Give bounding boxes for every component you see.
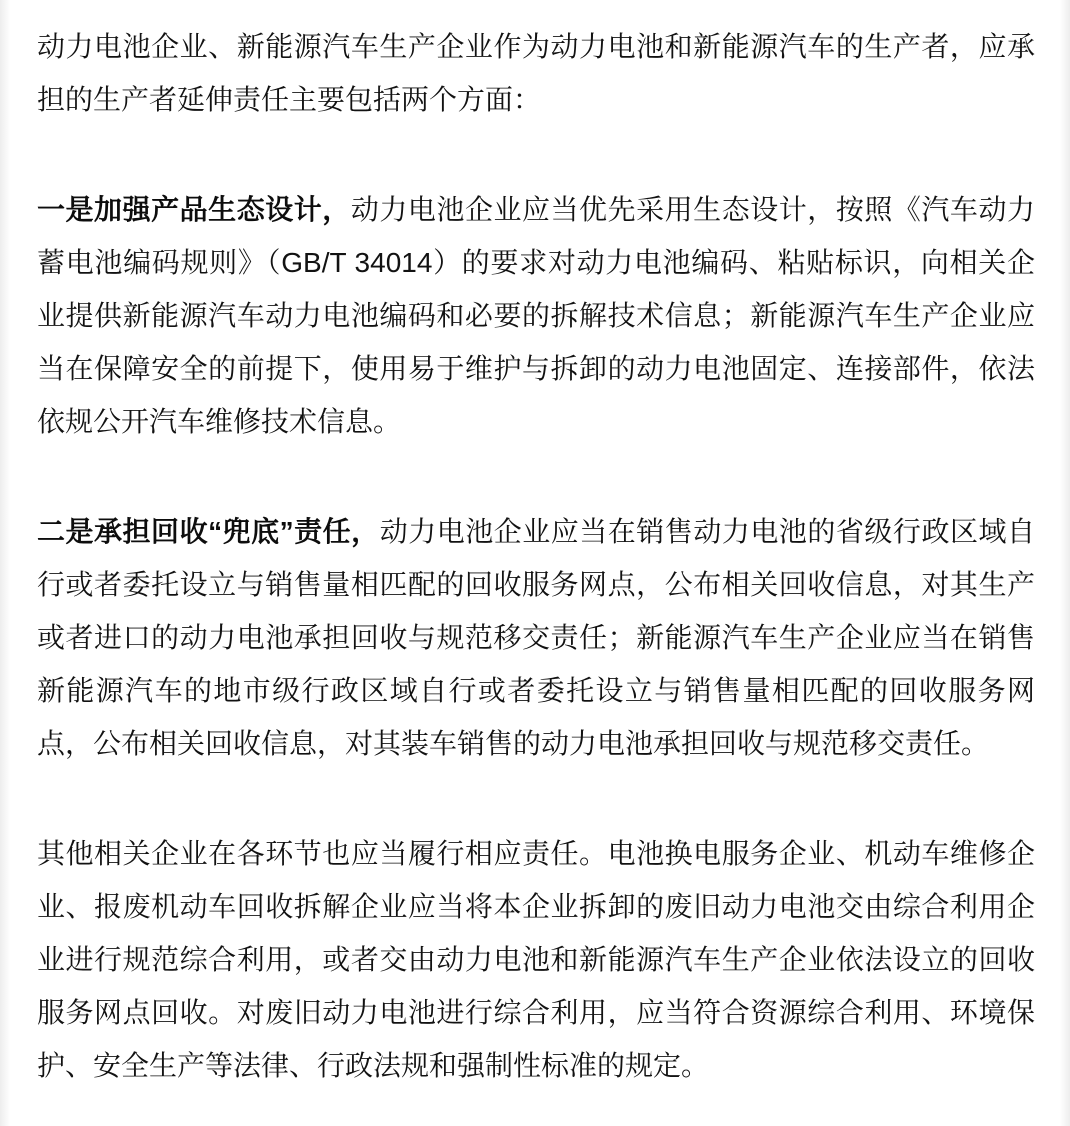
paragraph-point-one-body: 动力电池企业应当优先采用生态设计，按照《汽车动力蓄电池编码规则》（GB/T 34014）的要求对动力电池编码、粘贴标识，向相关企业提供新能源汽车动力电池编码和必要的拆解技术信息；新能源汽车生产企业应当在保障安全的前提下，使用易于维护与拆卸的动力电池固定、连接部件，依法依规公开汽车维修技术信息。 xyxy=(37,194,1035,437)
paragraph-point-one xyxy=(37,183,1035,448)
paragraph-point-two-body: 动力电池企业应当在销售动力电池的省级行政区域自行或者委托设立与销售量相匹配的回收服务网点，公布相关回收信息，对其生产或者进口的动力电池承担回收与规范移交责任；新能源汽车生产企业应当在销售新能源汽车的地市级行政区域自行或者委托设立与销售量相匹配的回收服务网点，公布相关回收信息，对其装车销售的动力电池承担回收与规范移交责任。 xyxy=(37,516,1035,759)
paragraph-point-two xyxy=(37,505,1035,770)
paragraph-point-one-lead: 一是加强产品生态设计， xyxy=(37,194,351,225)
paragraph-point-two-lead: 二是承担回收“兜底”责任， xyxy=(37,516,380,547)
paragraph-intro: 动力电池企业、新能源汽车生产企业作为动力电池和新能源汽车的生产者，应承担的生产者延伸责任主要包括两个方面： xyxy=(37,31,1035,115)
paragraph-other-responsibilities: 其他相关企业在各环节也应当履行相应责任。电池换电服务企业、机动车维修企业、报废机动车回收拆解企业应当将本企业拆卸的废旧动力电池交由综合利用企业进行规范综合利用，或者交由动力电池和新能源汽车生产企业依法设立的回收服务网点回收。对废旧动力电池进行综合利用，应当符合资源综合利用、环境保护、安全生产等法律、行政法规和强制性标准的规定。 xyxy=(37,838,1035,1081)
